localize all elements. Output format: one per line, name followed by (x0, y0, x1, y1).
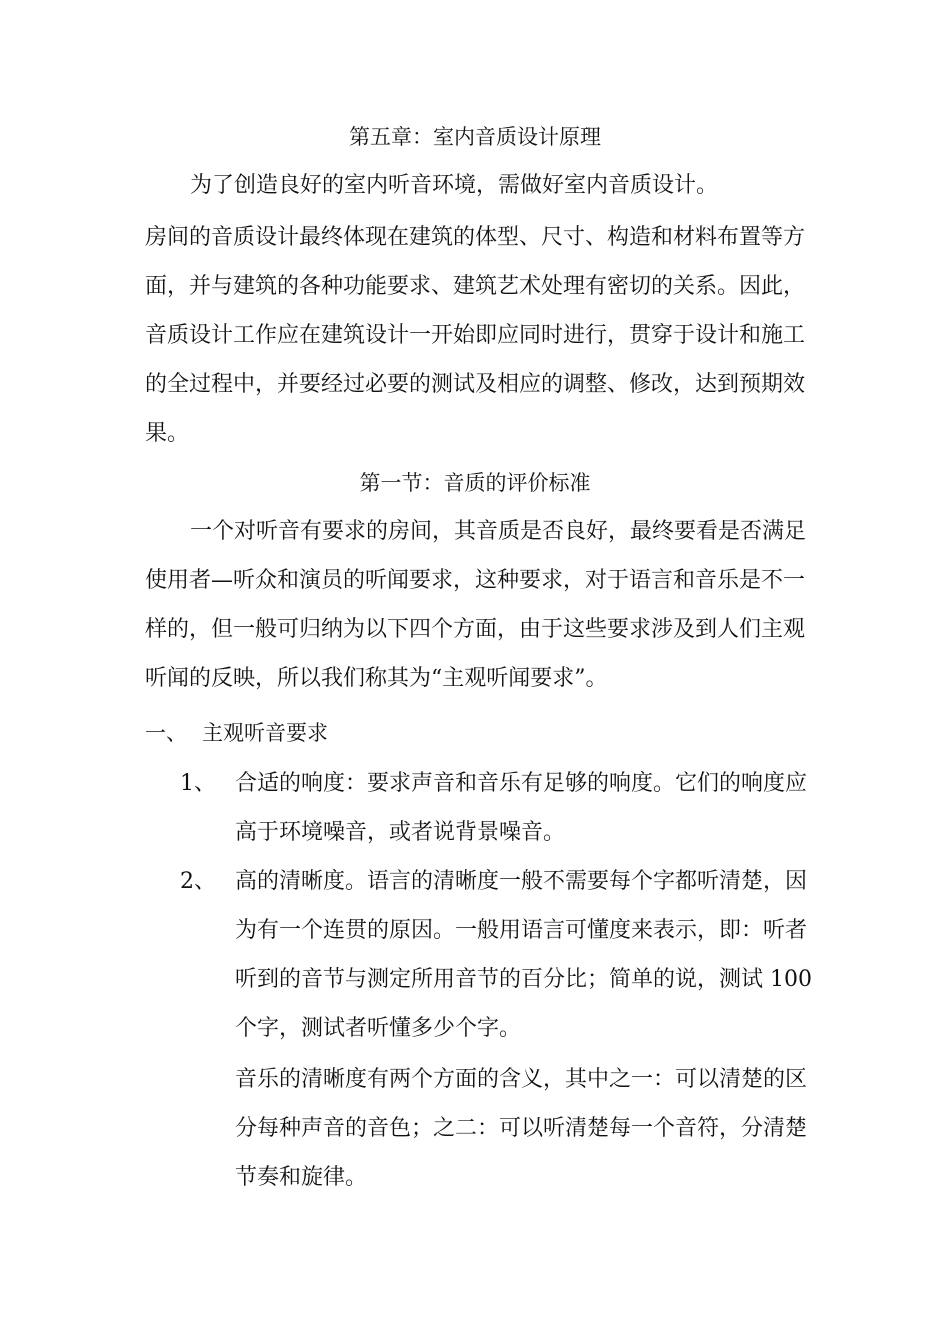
paragraph-line: 使用者—听众和演员的听闻要求，这种要求，对于语言和音乐是不一 (145, 568, 806, 593)
subsection-number: 一、 (145, 721, 187, 745)
paragraph-line: 面，并与建筑的各种功能要求、建筑艺术处理有密切的关系。因此， (145, 274, 806, 299)
paragraph-line: 一个对听音有要求的房间，其音质是否良好，最终要看是否满足 (190, 519, 807, 544)
list-item-line: 为有一个连贯的原因。一般用语言可懂度来表示，即：听者 (235, 918, 808, 943)
intro-paragraph: 为了创造良好的室内听音环境，需做好室内音质设计。 (190, 173, 719, 198)
list-item-line: 高于环境噪音，或者说背景噪音。 (235, 820, 566, 845)
list-item-number: 1、 (180, 771, 216, 796)
paragraph-line: 的全过程中，并要经过必要的测试及相应的调整、修改，达到预期效 (145, 372, 806, 397)
section-title: 第一节：音质的评价标准 (359, 471, 591, 495)
list-item-line: 节奏和旋律。 (235, 1165, 368, 1190)
paragraph-line: 果。 (145, 421, 190, 446)
list-item-line: 听到的音节与测定所用音节的百分比；简单的说，测试 100 (235, 967, 812, 992)
paragraph-line: 音质设计工作应在建筑设计一开始即应同时进行，贯穿于设计和施工 (145, 323, 806, 348)
list-item-number: 2、 (180, 869, 216, 894)
list-item-line: 高的清晰度。语言的清晰度一般不需要每个字都听清楚，因 (235, 869, 808, 894)
list-item-line: 个字，测试者听懂多少个字。 (235, 1016, 522, 1041)
paragraph-line: 样的，但一般可归纳为以下四个方面，由于这些要求涉及到人们主观 (145, 617, 806, 642)
paragraph-line: 听闻的反映，所以我们称其为“主观听闻要求”。 (145, 666, 608, 691)
list-item-line: 分每种声音的音色；之二：可以听清楚每一个音符，分清楚 (235, 1116, 808, 1141)
list-item-line: 音乐的清晰度有两个方面的含义，其中之一：可以清楚的区 (235, 1067, 808, 1092)
paragraph-line: 房间的音质设计最终体现在建筑的体型、尺寸、构造和材料布置等方 (145, 225, 806, 250)
list-item-line: 合适的响度：要求声音和音乐有足够的响度。它们的响度应 (235, 771, 808, 796)
subsection-title: 主观听音要求 (202, 721, 328, 745)
chapter-title: 第五章：室内音质设计原理 (349, 125, 601, 149)
